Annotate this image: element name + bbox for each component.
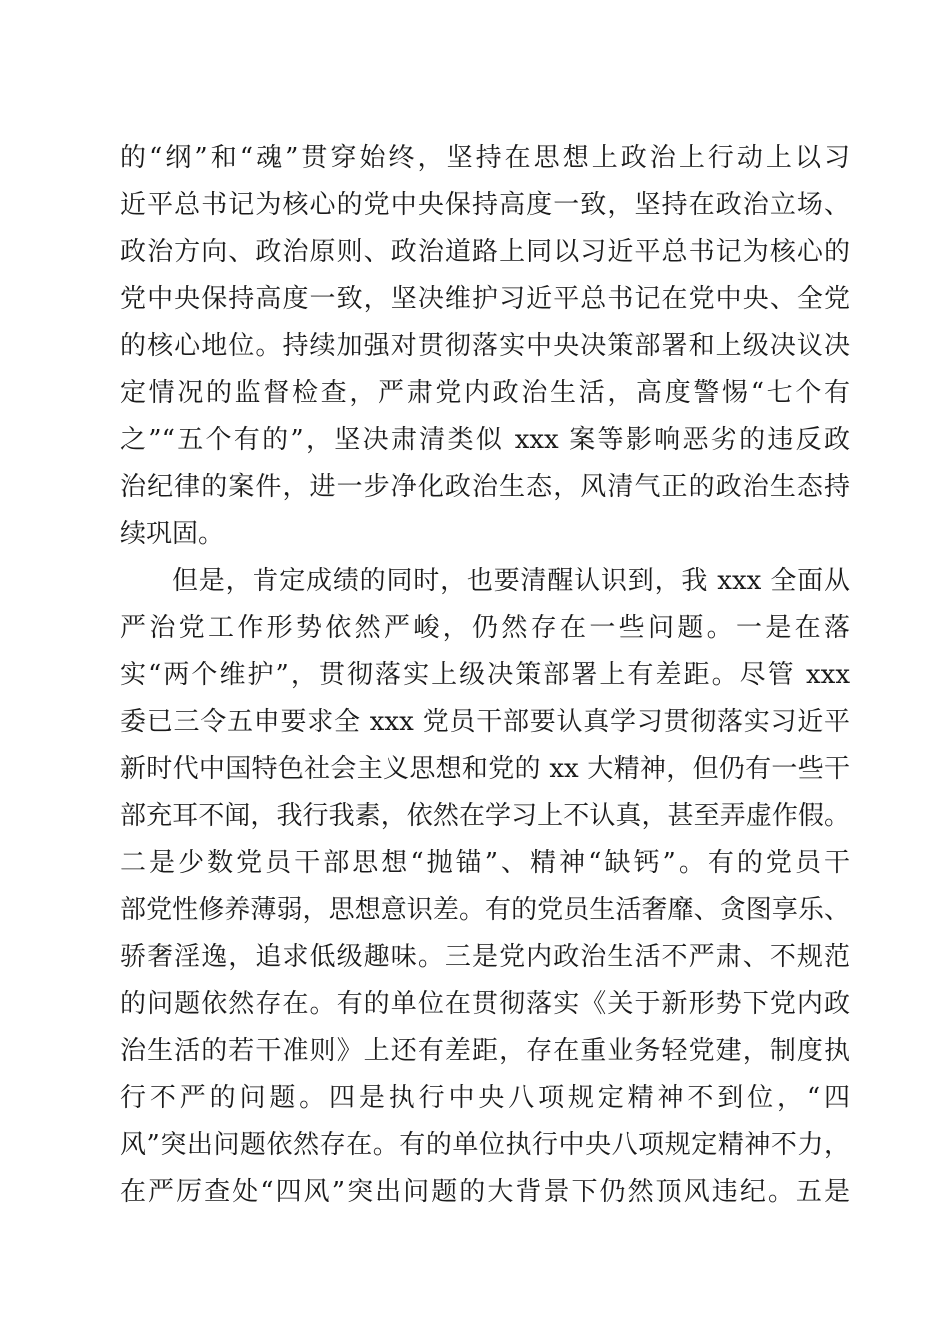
text-line: 部充耳不闻，我行我素，依然在学习上不认真，甚至弄虚作假。 [120, 801, 850, 831]
text-line: 实“两个维护”，贯彻落实上级决策部署上有差距。尽管 xxx [120, 660, 850, 690]
text-line: 严治党工作形势依然严峻，仍然存在一些问题。一是在落 [120, 613, 850, 643]
text-line: 近平总书记为核心的党中央保持高度一致，坚持在政治立场、 [120, 190, 850, 220]
text-line: 的问题依然存在。有的单位在贯彻落实《关于新形势下党内政 [120, 989, 850, 1019]
text-line: 定情况的监督检查，严肃党内政治生活，高度警惕“七个有 [120, 378, 850, 408]
text-line: 部党性修养薄弱，思想意识差。有的党员生活奢靡、贪图享乐、 [120, 895, 850, 925]
text-line: 骄奢淫逸，追求低级趣味。三是党内政治生活不严肃、不规范 [120, 942, 850, 972]
text-line: 的核心地位。持续加强对贯彻落实中央决策部署和上级决议决 [120, 331, 850, 361]
paragraph-2 [120, 558, 850, 1216]
text-line: 风”突出问题依然存在。有的单位执行中央八项规定精神不力， [120, 1130, 850, 1160]
text-line: 在严厉查处“四风”突出问题的大背景下仍然顶风违纪。五是 [120, 1177, 850, 1207]
text-line: 新时代中国特色社会主义思想和党的 xx 大精神，但仍有一些干 [120, 754, 850, 784]
text-line: 但是，肯定成绩的同时，也要清醒认识到，我 xxx 全面从 [172, 566, 850, 596]
text-line: 行不严的问题。四是执行中央八项规定精神不到位，“四 [120, 1083, 850, 1113]
text-line: 政治方向、政治原则、政治道路上同以习近平总书记为核心的 [120, 237, 850, 267]
paragraph-1 [120, 135, 850, 558]
text-line: 党中央保持高度一致，坚决维护习近平总书记在党中央、全党 [120, 284, 850, 314]
text-line: 二是少数党员干部思想“抛锚”、精神“缺钙”。有的党员干 [120, 848, 850, 878]
document-body [120, 135, 850, 1216]
text-line: 委已三令五申要求全 xxx 党员干部要认真学习贯彻落实习近平 [120, 707, 850, 737]
text-line: 之”“五个有的”，坚决肃清类似 xxx 案等影响恶劣的违反政 [120, 425, 850, 455]
text-line: 治纪律的案件，进一步净化政治生态，风清气正的政治生态持 [120, 472, 850, 502]
text-line: 治生活的若干准则》上还有差距，存在重业务轻党建，制度执 [120, 1036, 850, 1066]
text-line: 的“纲”和“魂”贯穿始终，坚持在思想上政治上行动上以习 [120, 143, 850, 173]
text-line: 续巩固。 [120, 519, 225, 549]
